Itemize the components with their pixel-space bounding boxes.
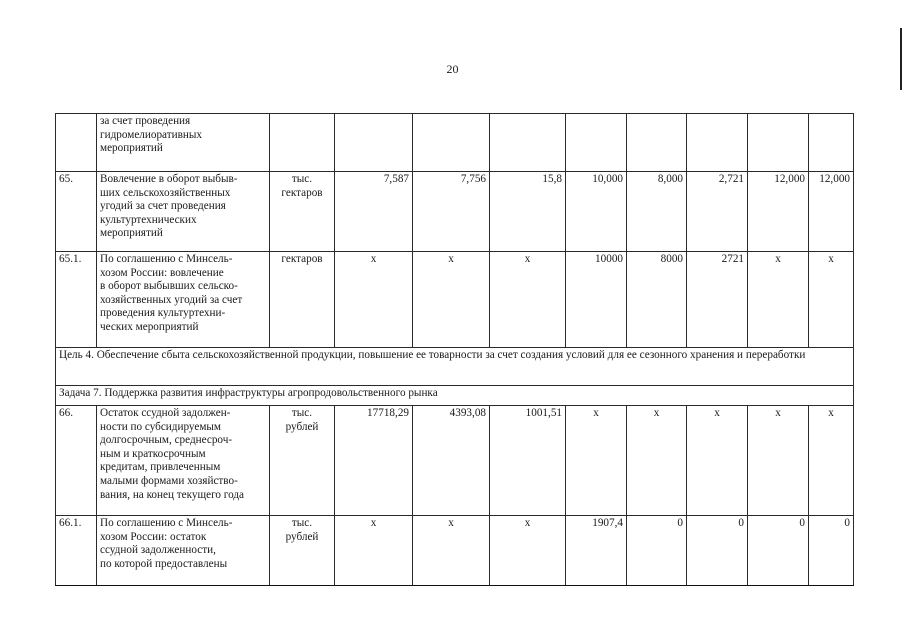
- value-cell: 0: [748, 516, 809, 586]
- value-cell: [748, 114, 809, 172]
- value-cell: 0: [627, 516, 687, 586]
- value-cell: х: [335, 516, 413, 586]
- value-cell: [809, 114, 854, 172]
- value-cell: х: [809, 252, 854, 348]
- value-cell: х: [809, 406, 854, 516]
- table-row: [56, 252, 854, 348]
- value-cell: [335, 114, 413, 172]
- value-cell: 4393,08: [413, 406, 490, 516]
- page-number: 20: [446, 62, 459, 76]
- scan-edge-mark: [900, 28, 902, 90]
- value-cell: х: [413, 252, 490, 348]
- row-number: 65.: [56, 172, 97, 252]
- unit-of-measure: [270, 114, 335, 172]
- value-cell: х: [413, 516, 490, 586]
- value-cell: 8000: [627, 252, 687, 348]
- value-cell: 7,587: [335, 172, 413, 252]
- unit-of-measure: тыс. рублей: [270, 516, 335, 586]
- value-cell: 7,756: [413, 172, 490, 252]
- value-cell: [490, 114, 566, 172]
- table-row: [56, 114, 854, 172]
- unit-of-measure: тыс. рублей: [270, 406, 335, 516]
- value-cell: [413, 114, 490, 172]
- value-cell: [566, 114, 627, 172]
- value-cell: х: [490, 252, 566, 348]
- row-number: [56, 114, 97, 172]
- indicator-name: По соглашению с Минсель- хозом России: вовлечение в оборот выбывших сельско- хозяйственных угодий за счет проведения культуртехни- ческих мероприятий: [97, 252, 270, 348]
- indicator-name: за счет проведения гидромелиоративных мероприятий: [97, 114, 270, 172]
- value-cell: х: [748, 406, 809, 516]
- section-row: [56, 348, 854, 386]
- value-cell: 2721: [687, 252, 748, 348]
- value-cell: [687, 114, 748, 172]
- table-row: [56, 406, 854, 516]
- value-cell: 1907,4: [566, 516, 627, 586]
- value-cell: [627, 114, 687, 172]
- table-row: [56, 516, 854, 586]
- table-row: [56, 172, 854, 252]
- value-cell: 12,000: [748, 172, 809, 252]
- value-cell: х: [566, 406, 627, 516]
- value-cell: 15,8: [490, 172, 566, 252]
- value-cell: х: [748, 252, 809, 348]
- value-cell: 17718,29: [335, 406, 413, 516]
- value-cell: 12,000: [809, 172, 854, 252]
- row-number: 66.: [56, 406, 97, 516]
- value-cell: х: [490, 516, 566, 586]
- value-cell: 8,000: [627, 172, 687, 252]
- unit-of-measure: тыс. гектаров: [270, 172, 335, 252]
- section-row: [56, 386, 854, 406]
- indicators-table: [55, 113, 854, 586]
- row-number: 65.1.: [56, 252, 97, 348]
- value-cell: 2,721: [687, 172, 748, 252]
- goal-heading: Цель 4. Обеспечение сбыта сельскохозяйственной продукции, повышение ее товарности за счет создания условий для ее сезонного хранения и переработки: [56, 348, 854, 386]
- value-cell: 1001,51: [490, 406, 566, 516]
- value-cell: 10,000: [566, 172, 627, 252]
- value-cell: 0: [687, 516, 748, 586]
- value-cell: 0: [809, 516, 854, 586]
- indicator-name: Остаток ссудной задолжен- ности по субсидируемым долгосрочным, среднесроч- ным и краткосрочным кредитам, привлеченным малыми формами хозяйство- вания, на конец текущего года: [97, 406, 270, 516]
- value-cell: х: [335, 252, 413, 348]
- row-number: 66.1.: [56, 516, 97, 586]
- indicator-name: По соглашению с Минсель- хозом России: остаток ссудной задолженности, по которой предоставлены: [97, 516, 270, 586]
- table-body: [56, 114, 854, 586]
- value-cell: х: [687, 406, 748, 516]
- unit-of-measure: гектаров: [270, 252, 335, 348]
- indicator-name: Вовлечение в оборот выбыв- ших сельскохозяйственных угодий за счет проведения культуртехнических мероприятий: [97, 172, 270, 252]
- value-cell: 10000: [566, 252, 627, 348]
- value-cell: х: [627, 406, 687, 516]
- task-heading: Задача 7. Поддержка развития инфраструктуры агропродовольственного рынка: [56, 386, 854, 406]
